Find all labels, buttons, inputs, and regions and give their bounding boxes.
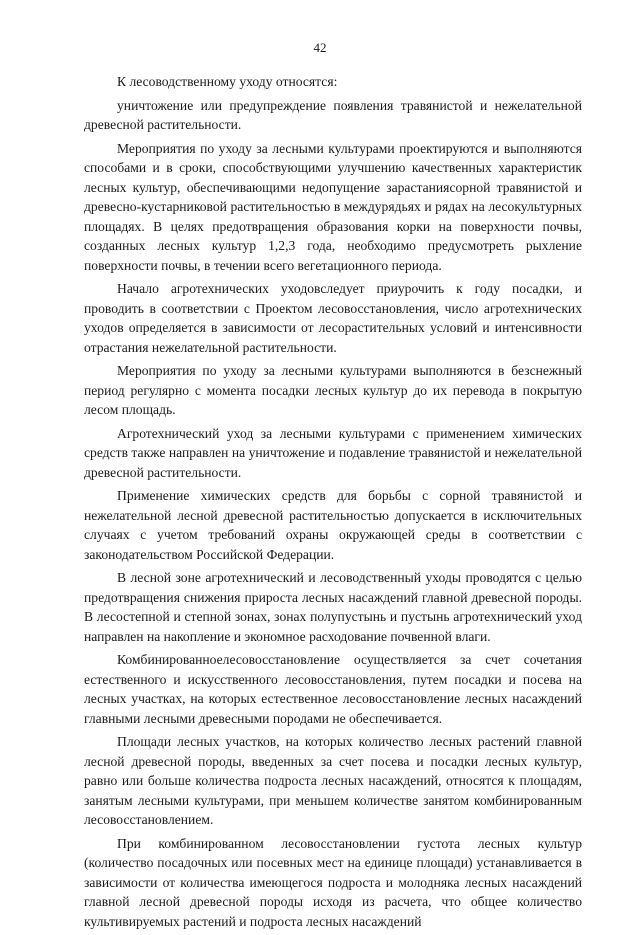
paragraph: В лесной зоне агротехнический и лесоводственный уходы проводятся с целью предотвращения снижения прироста лесных насаждений главной древесной породы. В лесостепной и степной зонах, зонах полупустынь и пустынь агротехнический уход направлен на накопление и экономное расходование почвенной влаги. [84, 570, 582, 644]
paragraph: Комбинированноелесовосстановление осуществляется за счет сочетания естественного и искусственного лесовосстановления, путем посадки и посева на лесных участках, на которых естественное лесовосстановление лесных насаждений главными лесными древесными породами не обеспечивается. [84, 652, 582, 726]
paragraph: Мероприятия по уходу за лесными культурами проектируются и выполняются способами и в сроки, способствующими улучшению качественных характеристик лесных культур, обеспечивающими недопущение зарастаниясорной травянистой и древесно-кустарниковой растительностью в междурядьях и рядах на лесокультурных площадях. В целях предотвращения образования корки на поверхности почвы, созданных лесных культур 1,2,3 года, необходимо предусмотреть рыхление поверхности почвы, в течении всего вегетационного периода. [84, 140, 582, 273]
paragraph: Площади лесных участков, на которых количество лесных растений главной лесной древесной породы, введенных за счет посева и посадки лесных культур, равно или больше количества подроста лесных насаждений, относятся к площадям, занятым лесными культурами, при меньшем количестве занятом комбинированным лесовосстановлением. [84, 734, 582, 827]
paragraph: К лесоводственному уходу относятся: [117, 74, 338, 89]
paragraph: Начало агротехнических уходовследует приурочить к году посадки, и проводить в соответствии с Проектом лесовосстановления, число агротехнических уходов определяется в зависимости от лесорастительных условий и интенсивности отрастания нежелательной растительности. [84, 281, 582, 355]
document-body [84, 72, 582, 935]
page-number: 42 [313, 40, 327, 55]
paragraph: уничтожение или предупреждение появления травянистой и нежелательной древесной растительности. [84, 97, 582, 132]
paragraph: Агротехнический уход за лесными культурами с применением химических средств также направлен на уничтожение и подавление травянистой и нежелательной древесной растительности. [84, 425, 582, 480]
paragraph: Применение химических средств для борьбы с сорной травянистой и нежелательной лесной древесной растительностью допускается в исключительных случаях с учетом требований охраны окружающей среды в соответствии с законодательством Российской Федерации. [84, 488, 582, 562]
paragraph: При комбинированном лесовосстановлении густота лесных культур (количество посадочных или посевных мест на единице площади) устанавливается в зависимости от количества имеющегося подроста и молодняка лесных насаждений главной лесной древесной породы исходя из расчета, что общее количество культивируемых растений и подроста лесных насаждений [84, 835, 582, 929]
paragraph: Мероприятия по уходу за лесными культурами выполняются в безснежный период регулярно с момента посадки лесных культур до их перевода в покрытую лесом площадь. [84, 363, 582, 417]
